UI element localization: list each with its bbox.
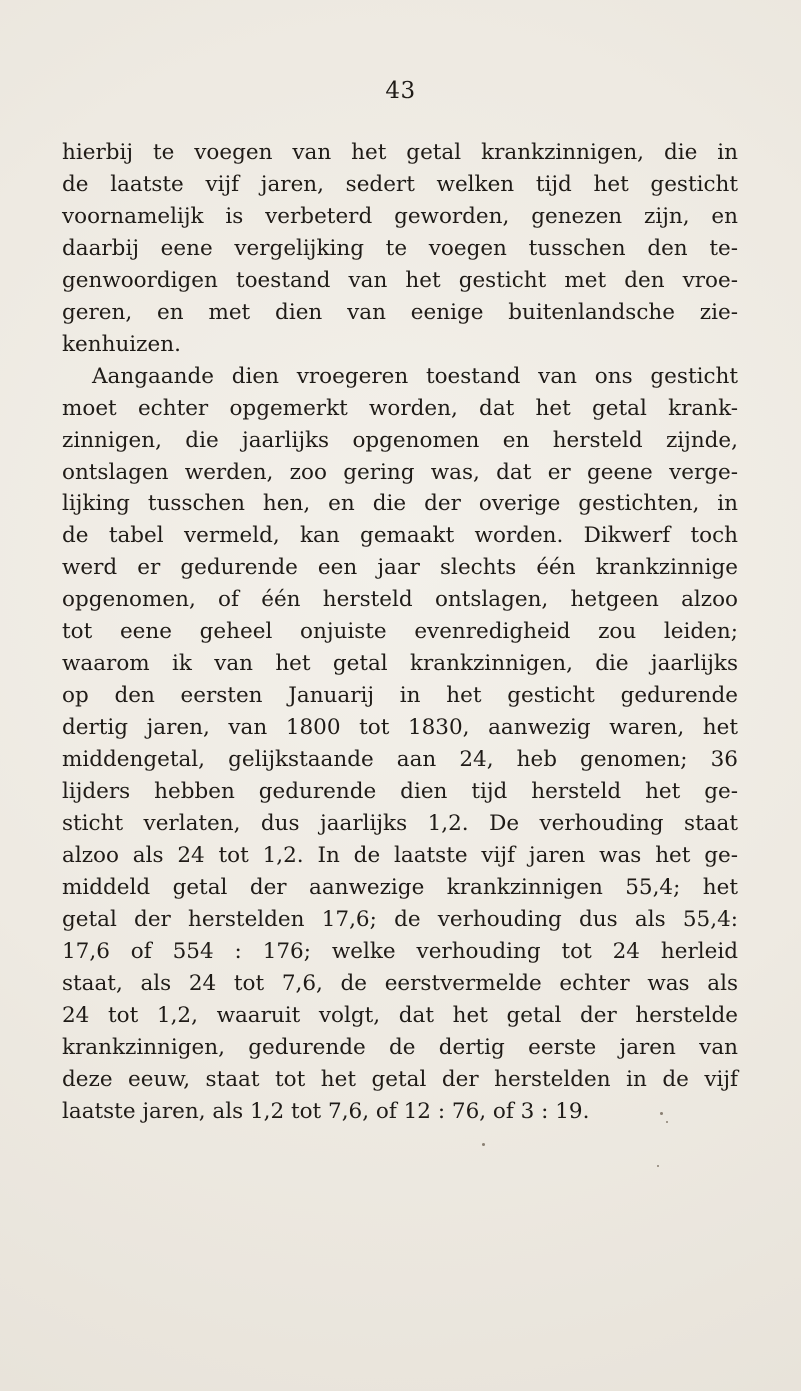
text-line: staat, als 24 tot 7,6, de eerstvermelde echter was als <box>62 970 738 996</box>
text-line: tot eene geheel onjuiste evenredigheid zou leiden; <box>62 619 738 645</box>
text-line: laatste jaren, als 1,2 tot 7,6, of 12 : 76, of 3 : 19. <box>62 1098 590 1124</box>
text-line: middengetal, gelijkstaande aan 24, heb genomen; 36 <box>62 747 738 773</box>
text-line: genwoordigen toestand van het gesticht met den vroe- <box>62 267 738 293</box>
text-line: geren, en met dien van eenige buitenlandsche zie- <box>62 299 738 325</box>
text-line: ontslagen werden, zoo gering was, dat er geene verge- <box>62 459 738 485</box>
text-line: getal der herstelden 17,6; de verhouding dus als 55,4: <box>62 906 738 932</box>
text-line: alzoo als 24 tot 1,2. In de laatste vijf jaren was het ge- <box>62 842 738 868</box>
text-line: lijking tusschen hen, en die der overige gestichten, in <box>62 491 738 517</box>
text-line: hierbij te voegen van het getal krankzinnigen, die in <box>62 140 738 165</box>
text-line: 17,6 of 554 : 176; welke verhouding tot 24 herleid <box>62 938 738 964</box>
text-line: werd er gedurende een jaar slechts één krankzinnige <box>62 555 738 581</box>
text-line: opgenomen, of één hersteld ontslagen, hetgeen alzoo <box>62 587 738 613</box>
body-text <box>62 137 738 1128</box>
text-line: zinnigen, die jaarlijks opgenomen en hersteld zijnde, <box>62 427 738 453</box>
text-line: dertig jaren, van 1800 tot 1830, aanwezig waren, het <box>62 715 738 741</box>
text-line: sticht verlaten, dus jaarlijks 1,2. De verhouding staat <box>62 811 738 837</box>
text-line: voornamelijk is verbeterd geworden, genezen zijn, en <box>62 203 738 229</box>
text-line: daarbij eene vergelijking te voegen tusschen den te- <box>62 235 738 261</box>
paragraph-first-line: Aangaande dien vroegeren toestand van ons gesticht <box>92 363 738 389</box>
text-line: krankzinnigen, gedurende de dertig eerste jaren van <box>62 1034 738 1060</box>
text-line: middeld getal der aanwezige krankzinnigen 55,4; het <box>62 874 738 900</box>
page-number: 43 <box>385 78 416 104</box>
paper-speck <box>666 1121 668 1123</box>
text-line: lijders hebben gedurende dien tijd hersteld het ge- <box>62 779 738 805</box>
text-line: moet echter opgemerkt worden, dat het getal krank- <box>62 395 738 421</box>
text-line: deze eeuw, staat tot het getal der herstelden in de vijf <box>62 1066 738 1092</box>
text-line: waarom ik van het getal krankzinnigen, die jaarlijks <box>62 651 738 677</box>
text-line: 24 tot 1,2, waaruit volgt, dat het getal der herstelde <box>62 1002 738 1028</box>
text-line: kenhuizen. <box>62 331 181 357</box>
text-line: de laatste vijf jaren, sedert welken tijd het gesticht <box>62 171 738 197</box>
text-line: op den eersten Januarij in het gesticht gedurende <box>62 683 738 709</box>
text-line: de tabel vermeld, kan gemaakt worden. Dikwerf toch <box>62 523 738 549</box>
paper-speck <box>660 1112 663 1115</box>
paper-speck <box>482 1143 485 1146</box>
paper-speck <box>657 1165 659 1167</box>
